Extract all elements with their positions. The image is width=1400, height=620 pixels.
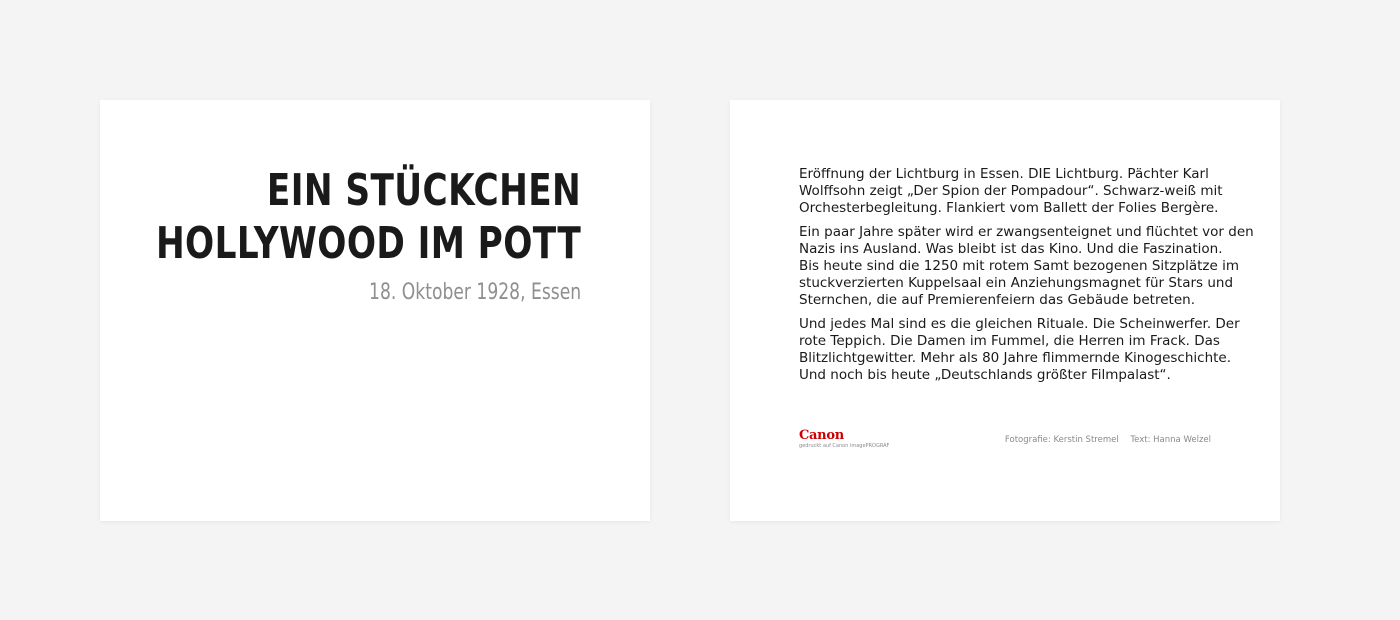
text-line: stuckverzierten Kuppelsaal ein Anziehungsmagnet für Stars und: [799, 275, 1234, 291]
text-line: Sternchen, die auf Premierenfeiern das Gebäude betreten.: [799, 292, 1195, 308]
page-title-line-1: EIN STÜCKCHEN: [266, 165, 581, 216]
paragraph-1: [799, 166, 1223, 217]
text-line: Bis heute sind die 1250 mit rotem Samt bezogenen Sitzplätze im: [799, 258, 1240, 274]
body-text: [799, 166, 1254, 391]
page-subtitle: 18. Oktober 1928, Essen: [368, 280, 581, 305]
text-line: Eröffnung der Lichtburg in Essen. DIE Lichtburg. Pächter Karl: [799, 166, 1209, 182]
canon-logo: [799, 430, 889, 449]
logo-wordmark: Canon: [799, 428, 844, 443]
logo-tagline: gedruckt auf Canon imagePROGRAF: [799, 443, 890, 449]
left-page: [100, 100, 650, 521]
text-line: Und jedes Mal sind es die gleichen Rituale. Die Scheinwerfer. Der: [799, 316, 1240, 332]
title-block: [36, 164, 581, 306]
text-line: Wolffsohn zeigt „Der Spion der Pompadour“. Schwarz-weiß mit: [799, 183, 1223, 199]
text-credit: Text: Hanna Welzel: [1130, 435, 1211, 445]
paragraph-3: [799, 316, 1240, 384]
photo-credit: Fotografie: Kerstin Stremel: [1004, 435, 1119, 445]
page-title-line-2: HOLLYWOOD IM POTT: [155, 218, 581, 269]
right-page: [730, 100, 1280, 521]
text-line: Orchesterbegleitung. Flankiert vom Ballett der Folies Bergère.: [799, 200, 1219, 216]
text-line: rote Teppich. Die Damen im Fummel, die Herren im Frack. Das: [799, 333, 1220, 349]
text-line: Ein paar Jahre später wird er zwangsenteignet und flüchtet vor den: [799, 224, 1254, 240]
text-line: Nazis ins Ausland. Was bleibt ist das Kino. Und die Faszination.: [799, 241, 1223, 257]
text-line: Und noch bis heute „Deutschlands größter Filmpalast“.: [799, 367, 1171, 383]
text-line: Blitzlichtgewitter. Mehr als 80 Jahre flimmernde Kinogeschichte.: [799, 350, 1232, 366]
paragraph-2: [799, 224, 1254, 309]
credits: [1005, 435, 1211, 445]
